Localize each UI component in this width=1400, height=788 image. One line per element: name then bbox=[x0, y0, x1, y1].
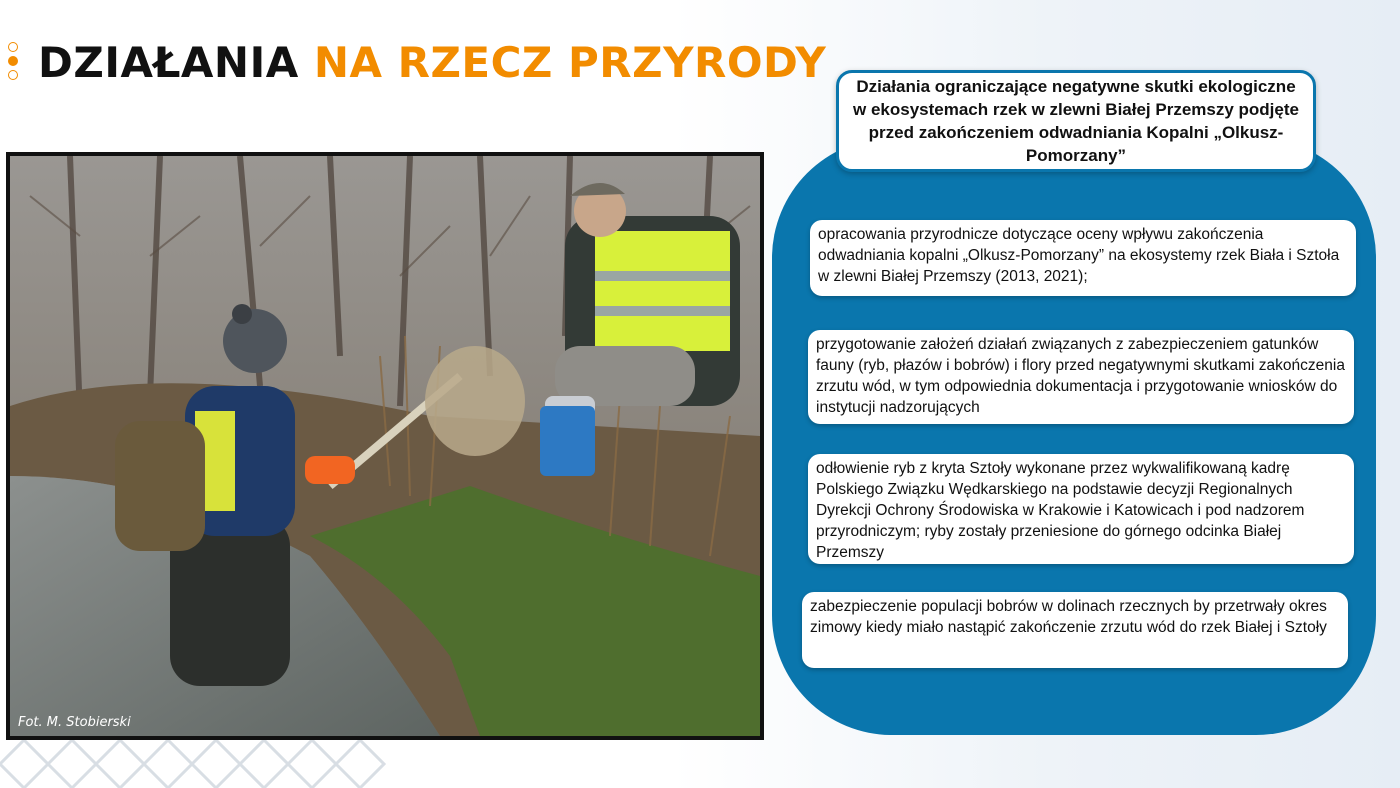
slide-title bbox=[38, 38, 826, 87]
action-item-1: opracowania przyrodnicze dotyczące oceny wpływu zakończenia odwadniania kopalni „Olkusz-Pomorzany” na ekosystemy rzek Biała i Sztoła w zlewni Białej Przemszy (2013, 2021); bbox=[810, 220, 1356, 296]
action-item-2: przygotowanie założeń działań związanych z zabezpieczeniem gatunków fauny (ryb, płazów i bobrów) i flory przed negatywnymi skutkami zakończenia zrzutu wód, w tym odpowiednia dokumentacja i przygotowanie wniosków do instytucji nadzorujących bbox=[808, 330, 1354, 424]
photo-credit: Fot. M. Stobierski bbox=[18, 715, 131, 730]
panel-header: Działania ograniczające negatywne skutki ekologiczne w ekosystemach rzek w zlewni Białej Przemszy podjęte przed zakończeniem odwadniania Kopalni „Olkusz-Pomorzany” bbox=[836, 70, 1316, 172]
action-item-4: zabezpieczenie populacji bobrów w dolinach rzecznych by przetrwały okres zimowy kiedy miało nastąpić zakończenie zrzutu wód do rzek Białej i Sztoły bbox=[802, 592, 1348, 668]
decorative-diamond-pattern bbox=[0, 740, 420, 788]
title-bullet-dots bbox=[8, 42, 20, 84]
bullet-dot-icon bbox=[8, 42, 18, 52]
field-photo-illustration bbox=[10, 156, 760, 736]
bullet-dot-icon bbox=[8, 70, 18, 80]
action-item-3: odłowienie ryb z kryta Sztoły wykonane przez wykwalifikowaną kadrę Polskiego Związku Wędkarskiego na podstawie decyzji Regionalnych Dyrekcji Ochrony Środowiska w Krakowie i Katowicach i pod nadzorem przyrodniczym; ryby zostały przeniesione do górnego odcinka Białej Przemszy bbox=[808, 454, 1354, 564]
slide-title-part2: NA RZECZ PRZYRODY bbox=[313, 38, 827, 87]
slide-title-part1: DZIAŁANIA bbox=[38, 38, 299, 87]
bullet-dot-icon bbox=[8, 56, 18, 66]
field-photo bbox=[6, 152, 764, 740]
